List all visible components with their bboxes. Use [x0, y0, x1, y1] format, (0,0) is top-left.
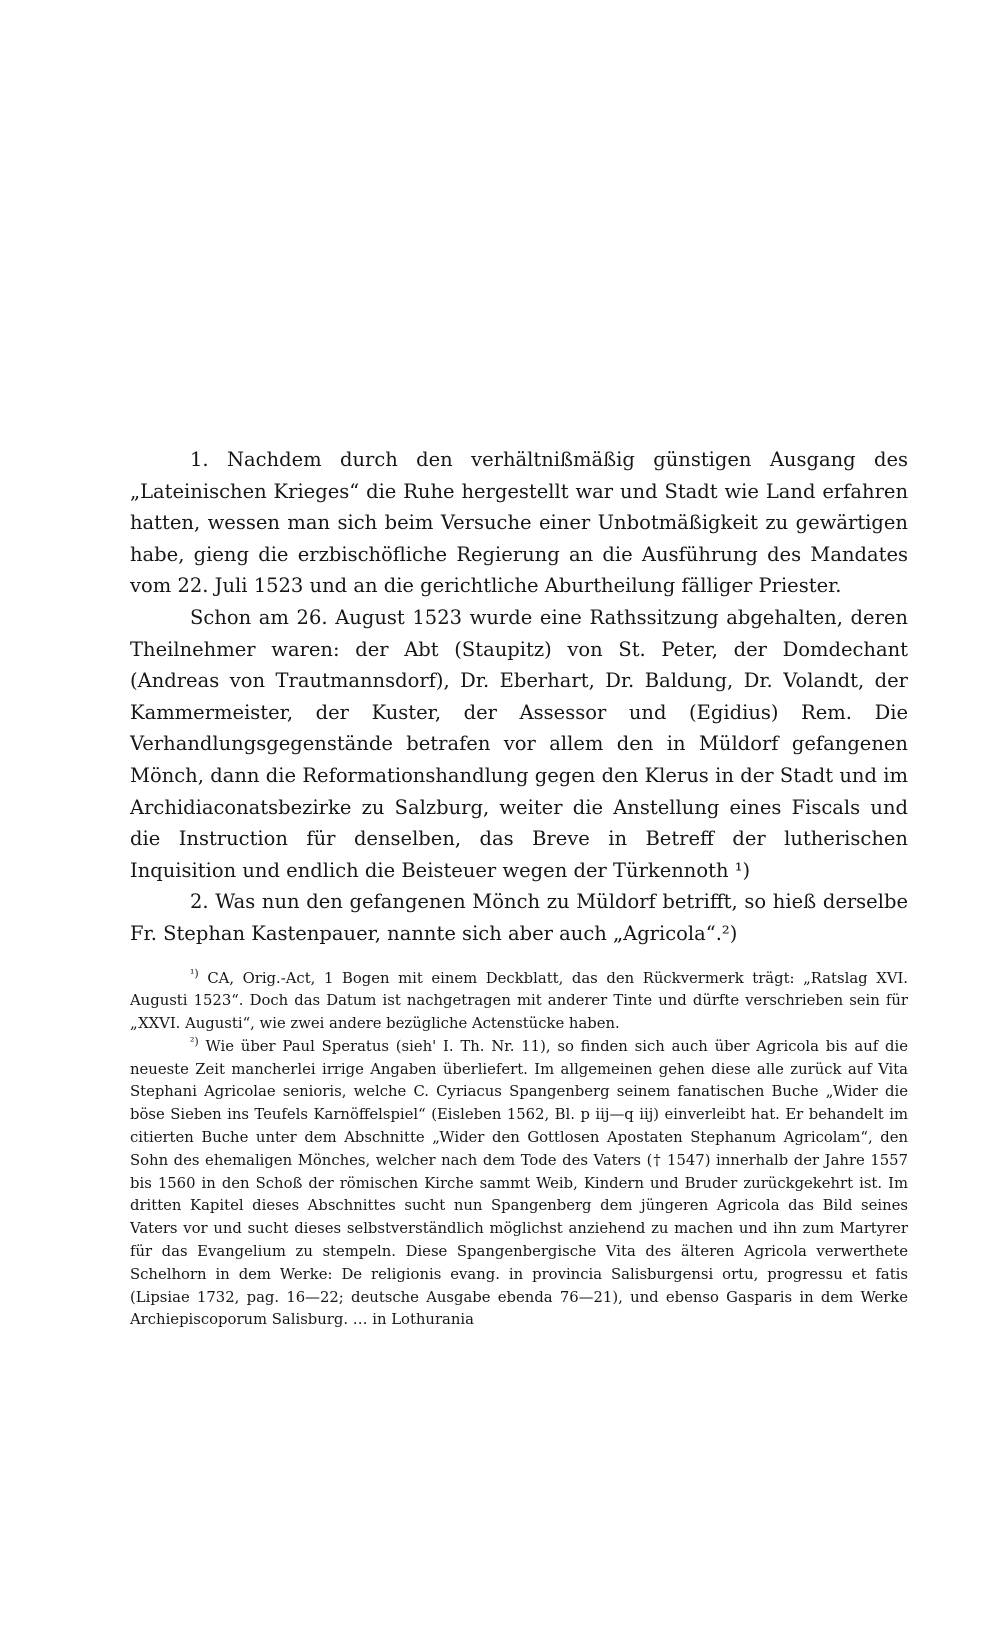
footnote-mark: ²): [190, 1034, 199, 1048]
footnote-mark: ¹): [190, 966, 199, 980]
paragraph-2: Schon am 26. August 1523 wurde eine Rathssitzung abgehalten, deren Theilnehmer waren: der Abt (Staupitz) von St. Peter, der Domdechant (Andreas von Trautmannsdorf), Dr. Eberhart, Dr. Baldung, Dr. Volandt, der Kammermeister, der Kuster, der Assessor und (Egidius) Rem. Die Verhandlungsgegenstände betrafen vor allem den in Müldorf gefangenen Mönch, dann die Reformationshandlung gegen den Klerus in der Stadt und im Archidiaconatsbezirke zu Salzburg, weiter die Anstellung eines Fiscals und die Instruction für denselben, das Breve in Betreff der lutherischen Inquisition und endlich die Beisteuer wegen der Türkennoth ¹): [130, 605, 908, 882]
footnote-2: [130, 1036, 908, 1332]
paragraph-1: 1. Nachdem durch den verhältnißmäßig günstigen Ausgang des „Lateinischen Krieges“ die Ruhe hergestellt war und Stadt wie Land erfahren hatten, wessen man sich beim Versuche einer Unbotmäßigkeit zu gewärtigen habe, gieng die erzbischöfliche Regierung an die Ausführung des Mandates vom 22. Juli 1523 und an die gerichtliche Aburtheilung fälliger Priester.: [130, 448, 908, 598]
paragraph-3: 2. Was nun den gefangenen Mönch zu Müldorf betrifft, so hieß derselbe Fr. Stephan Kastenpauer, nannte sich aber auch „Agricola“.²): [130, 890, 908, 945]
footnotes: [130, 968, 908, 1333]
main-text: [130, 444, 908, 950]
document-page: [130, 444, 908, 1332]
footnote-1: [130, 968, 908, 1036]
footnote-text: Wie über Paul Speratus (sieh' I. Th. Nr. 11), so finden sich auch über Agricola bis auf die neueste Zeit mancherlei irrige Angaben überliefert. Im allgemeinen gehen diese alle zurück auf Vita Stephani Agricolae senioris, welche C. Cyriacus Spangenberg seinem fanatischen Buche „Wider die böse Sieben ins Teufels Karnöffelspiel“ (Eisleben 1562, Bl. p iij—q iij) einverleibt hat. Er behandelt im citierten Buche unter dem Abschnitte „Wider den Gottlosen Apostaten Stephanum Agricolam“, den Sohn des ehemaligen Mönches, welcher nach dem Tode des Vaters († 1547) innerhalb der Jahre 1557 bis 1560 in den Schoß der römischen Kirche sammt Weib, Kindern und Bruder zurückgekehrt ist. Im dritten Kapitel dieses Abschnittes sucht nun Spangenberg dem jüngeren Agricola das Bild seines Vaters vor und sucht dieses selbstverständlich möglichst anziehend zu machen und ihn zum Martyrer für das Evangelium zu stempeln. Diese Spangenbergische Vita des älteren Agricola verwerthete Schelhorn in dem Werke: De religionis evang. in provincia Salisburgensi ortu, progressu et fatis (Lipsiae 1732, pag. 16—22; deutsche Ausgabe ebenda 76—21), und ebenso Gasparis in dem Werke Archiepiscoporum Salisburg. … in Lothurania: [130, 1037, 908, 1329]
footnote-text: CA, Orig.-Act, 1 Bogen mit einem Deckblatt, das den Rückvermerk trägt: „Ratslag XVI. Augusti 1523“. Doch das Datum ist nachgetragen mit anderer Tinte und dürfte verschrieben sein für „XXVI. Augusti“, wie zwei andere bezügliche Actenstücke haben.: [130, 969, 908, 1033]
